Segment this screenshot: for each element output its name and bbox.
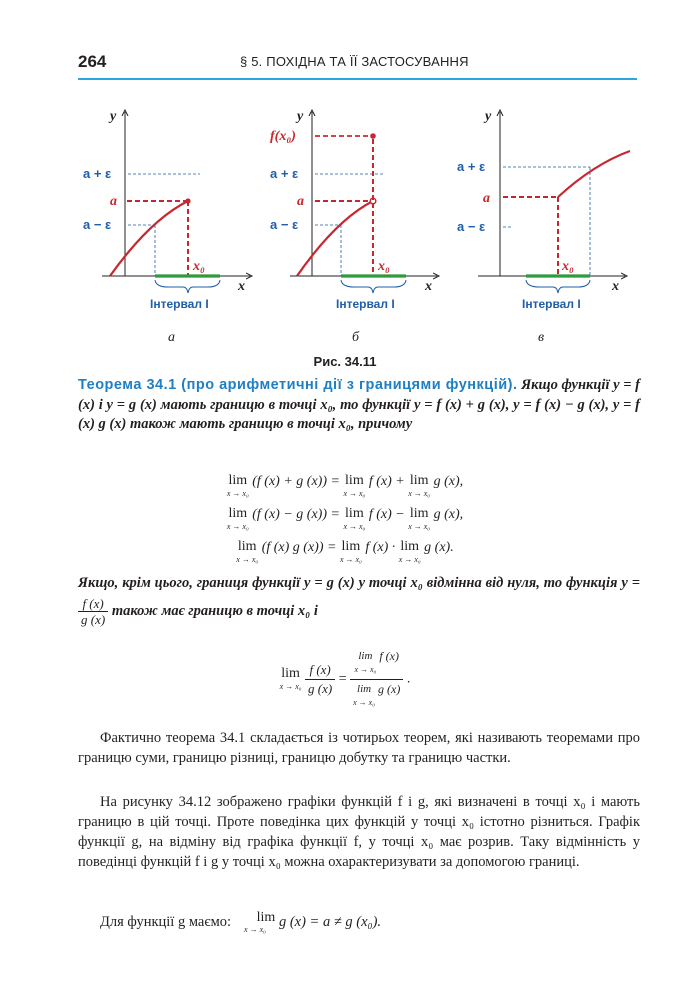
curve bbox=[110, 201, 188, 276]
figure-34-11 bbox=[0, 90, 690, 350]
svg-text:a − ε: a − ε bbox=[270, 217, 299, 232]
panel-b-caption: б bbox=[352, 330, 360, 345]
formula-difference: lim x → x₀ (f (x) − g (x)) = lim x → x₀ f (x) − lim x → x₀ g (x), bbox=[226, 506, 464, 531]
svg-text:y: y bbox=[485, 109, 492, 124]
a-minus-eps-label: a − ε bbox=[83, 217, 112, 232]
formula-quotient: lim x → x₀ $\frac{f (x)}{g (x)}$ = lim x → x₀ f (x) lim x → x₀ g (x) . bbox=[279, 649, 411, 707]
interval-label: Інтервал I bbox=[150, 297, 209, 311]
paragraph-1: Фактично теорема 34.1 складається із чотирьох теорем, які називають теоремами про границю суми, границю різниці, границю добутку та границю частки. bbox=[78, 730, 640, 766]
paragraph-2: На рисунку 34.12 зображено графіки функцій f і g, які визначені в точці x₀ і мають границю в цій точці. Проте поведінка цих функцій у точці x₀ істотно різниться. Графік функції g, на відміну від графіка функції f, у точці x₀ має розрив. Таку відмінність у поведінці функцій f і g у точці x₀ можна охарактеризувати за допомогою границі. bbox=[78, 794, 640, 870]
panel-b-graph bbox=[270, 109, 437, 345]
formula-product: lim x → x₀ (f (x) g (x)) = lim x → x₀ f (x) · lim x → x₀ g (x). bbox=[236, 539, 454, 564]
svg-text:Інтервал I: Інтервал I bbox=[522, 297, 581, 311]
svg-text:a + ε: a + ε bbox=[457, 159, 486, 174]
svg-text:a + ε: a + ε bbox=[270, 166, 299, 181]
f-x0-label: f(x₀) bbox=[270, 129, 296, 144]
x-label: x bbox=[238, 279, 245, 294]
svg-text:x: x bbox=[425, 279, 432, 294]
svg-text:x₀: x₀ bbox=[562, 259, 574, 274]
paragraph-3: Для функції g маємо: lim x → x₀ g (x) = a ≠ g (x₀). bbox=[100, 910, 382, 934]
panel-c-graph bbox=[457, 109, 630, 345]
formula-sum: lim x → x₀ (f (x) + g (x)) = lim x → x₀ f (x) + lim x → x₀ g (x), bbox=[226, 473, 464, 498]
header-rule bbox=[78, 78, 637, 80]
svg-text:y: y bbox=[297, 109, 304, 124]
figure-caption: Рис. 34.11 bbox=[313, 354, 377, 369]
svg-text:x: x bbox=[612, 279, 619, 294]
panel-c-caption: в bbox=[538, 330, 545, 345]
y-label: y bbox=[110, 109, 117, 124]
svg-text:Інтервал I: Інтервал I bbox=[336, 297, 395, 311]
theorem-quotient-condition: Якщо, крім цього, границя функції y = g (x) у точці x₀ відмінна від нуля, то функція y = $\frac{f (x)}{g (x)}$ також має границю в точці x₀ і bbox=[78, 575, 641, 627]
a-plus-eps-label: a + ε bbox=[83, 166, 112, 181]
svg-text:a − ε: a − ε bbox=[457, 219, 486, 234]
svg-text:a: a bbox=[483, 191, 490, 206]
a-label: a bbox=[110, 194, 117, 209]
theorem-title: Теорема 34.1 (про арифметичні дії з границями функцій). bbox=[78, 377, 518, 393]
section-title: § 5. ПОХІДНА ТА ЇЇ ЗАСТОСУВАННЯ bbox=[240, 54, 469, 69]
theorem-text: Якщо функції y = f (x) і y = g (x) мають границю в точці x₀, то функції y = f (x) + g (x), y = f (x) − g (x), y = f (x) g (x) також мають границю в точці x₀, причому bbox=[78, 377, 641, 432]
x0-label: x₀ bbox=[193, 259, 205, 274]
panel-a-caption: а bbox=[168, 330, 175, 345]
svg-text:a: a bbox=[297, 194, 304, 209]
panel-a-graph bbox=[83, 109, 250, 345]
page-number: 264 bbox=[78, 52, 107, 71]
svg-text:x₀: x₀ bbox=[378, 259, 390, 274]
theorem-statement bbox=[78, 376, 640, 435]
